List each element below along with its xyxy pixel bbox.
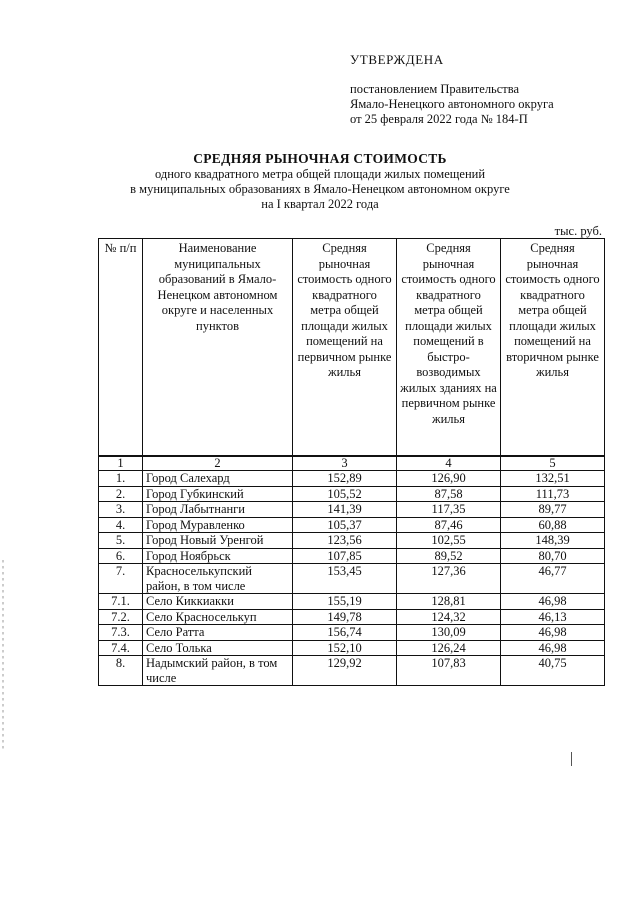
row-name: Город Лабытнанги bbox=[143, 502, 293, 518]
primary-market-value: 123,56 bbox=[293, 533, 397, 549]
document-title-block bbox=[0, 150, 640, 212]
row-name: Город Губкинский bbox=[143, 486, 293, 502]
scan-mark bbox=[571, 752, 572, 766]
row-name: Город Ноябрьск bbox=[143, 548, 293, 564]
fast-built-value: 102,55 bbox=[397, 533, 501, 549]
secondary-market-value: 46,13 bbox=[501, 609, 605, 625]
header-number: № п/п bbox=[99, 239, 143, 457]
row-name: Село Толька bbox=[143, 640, 293, 656]
table-row bbox=[99, 517, 605, 533]
row-name: Село Ратта bbox=[143, 625, 293, 641]
approval-line: постановлением Правительства bbox=[350, 82, 520, 96]
header-primary-market: Средняя рыночная стоимость одного квадратного метра общей площади жилых помещений на первичном рынке жилья bbox=[293, 239, 397, 457]
table-row bbox=[99, 486, 605, 502]
fast-built-value: 127,36 bbox=[397, 564, 501, 594]
column-number: 2 bbox=[143, 456, 293, 471]
row-number: 7.3. bbox=[99, 625, 143, 641]
row-name: Город Новый Уренгой bbox=[143, 533, 293, 549]
secondary-market-value: 132,51 bbox=[501, 471, 605, 487]
column-number: 5 bbox=[501, 456, 605, 471]
secondary-market-value: 60,88 bbox=[501, 517, 605, 533]
fast-built-value: 126,24 bbox=[397, 640, 501, 656]
primary-market-value: 149,78 bbox=[293, 609, 397, 625]
column-number-row bbox=[99, 456, 605, 471]
row-number: 7.1. bbox=[99, 594, 143, 610]
secondary-market-value: 46,98 bbox=[501, 640, 605, 656]
table-row bbox=[99, 609, 605, 625]
row-number: 5. bbox=[99, 533, 143, 549]
row-number: 7.2. bbox=[99, 609, 143, 625]
fast-built-value: 128,81 bbox=[397, 594, 501, 610]
table-row bbox=[99, 471, 605, 487]
row-name: Надымский район, в том числе bbox=[143, 656, 293, 686]
price-table bbox=[98, 238, 605, 686]
header-name: Наименование муниципальных образований в Ямало-Ненецком автономном округе и населенных пунктов bbox=[143, 239, 293, 457]
scan-margin-artifact bbox=[2, 560, 4, 750]
header-secondary-market: Средняя рыночная стоимость одного квадратного метра общей площади жилых помещений на вторичном рынке жилья bbox=[501, 239, 605, 457]
units-label: тыс. руб. bbox=[554, 224, 602, 238]
row-number: 6. bbox=[99, 548, 143, 564]
table-row bbox=[99, 533, 605, 549]
row-name: Село Киккиакки bbox=[143, 594, 293, 610]
secondary-market-value: 46,98 bbox=[501, 594, 605, 610]
fast-built-value: 89,52 bbox=[397, 548, 501, 564]
fast-built-value: 87,46 bbox=[397, 517, 501, 533]
table-row bbox=[99, 640, 605, 656]
row-number: 7. bbox=[99, 564, 143, 594]
primary-market-value: 107,85 bbox=[293, 548, 397, 564]
table-body bbox=[99, 471, 605, 686]
document-subtitle-line: одного квадратного метра общей площади жилых помещений bbox=[154, 167, 486, 181]
approval-line: от 25 февраля 2022 года № 184-П bbox=[350, 112, 528, 126]
table-row bbox=[99, 564, 605, 594]
row-number: 7.4. bbox=[99, 640, 143, 656]
secondary-market-value: 46,77 bbox=[501, 564, 605, 594]
header-fast-built: Средняя рыночная стоимость одного квадратного метра общей площади жилых помещений в быстро-возводимых жилых зданиях на первичном рынке жилья bbox=[397, 239, 501, 457]
column-number: 4 bbox=[397, 456, 501, 471]
primary-market-value: 105,37 bbox=[293, 517, 397, 533]
row-number: 1. bbox=[99, 471, 143, 487]
fast-built-value: 117,35 bbox=[397, 502, 501, 518]
document-subtitle-line: в муниципальных образованиях в Ямало-Ненецком автономном округе bbox=[130, 182, 510, 196]
fast-built-value: 124,32 bbox=[397, 609, 501, 625]
primary-market-value: 156,74 bbox=[293, 625, 397, 641]
primary-market-value: 153,45 bbox=[293, 564, 397, 594]
secondary-market-value: 40,75 bbox=[501, 656, 605, 686]
row-number: 4. bbox=[99, 517, 143, 533]
table-row bbox=[99, 594, 605, 610]
table-row bbox=[99, 548, 605, 564]
primary-market-value: 141,39 bbox=[293, 502, 397, 518]
row-name: Село Красноселькуп bbox=[143, 609, 293, 625]
fast-built-value: 87,58 bbox=[397, 486, 501, 502]
secondary-market-value: 148,39 bbox=[501, 533, 605, 549]
table-row bbox=[99, 656, 605, 686]
row-name: Город Муравленко bbox=[143, 517, 293, 533]
secondary-market-value: 89,77 bbox=[501, 502, 605, 518]
table-header-row bbox=[99, 239, 605, 457]
fast-built-value: 130,09 bbox=[397, 625, 501, 641]
approval-heading: УТВЕРЖДЕНА bbox=[350, 52, 444, 67]
column-number: 3 bbox=[293, 456, 397, 471]
approval-details bbox=[350, 82, 554, 127]
table-row bbox=[99, 625, 605, 641]
secondary-market-value: 111,73 bbox=[501, 486, 605, 502]
document-title: СРЕДНЯЯ РЫНОЧНАЯ СТОИМОСТЬ bbox=[193, 151, 447, 166]
document-subtitle-line: на I квартал 2022 года bbox=[261, 197, 379, 211]
row-number: 8. bbox=[99, 656, 143, 686]
primary-market-value: 152,10 bbox=[293, 640, 397, 656]
primary-market-value: 155,19 bbox=[293, 594, 397, 610]
primary-market-value: 152,89 bbox=[293, 471, 397, 487]
primary-market-value: 105,52 bbox=[293, 486, 397, 502]
row-number: 2. bbox=[99, 486, 143, 502]
row-number: 3. bbox=[99, 502, 143, 518]
row-name: Красноселькупский район, в том числе bbox=[143, 564, 293, 594]
approval-line: Ямало-Ненецкого автономного округа bbox=[350, 97, 554, 111]
fast-built-value: 107,83 bbox=[397, 656, 501, 686]
primary-market-value: 129,92 bbox=[293, 656, 397, 686]
table-row bbox=[99, 502, 605, 518]
column-number: 1 bbox=[99, 456, 143, 471]
secondary-market-value: 80,70 bbox=[501, 548, 605, 564]
row-name: Город Салехард bbox=[143, 471, 293, 487]
secondary-market-value: 46,98 bbox=[501, 625, 605, 641]
fast-built-value: 126,90 bbox=[397, 471, 501, 487]
